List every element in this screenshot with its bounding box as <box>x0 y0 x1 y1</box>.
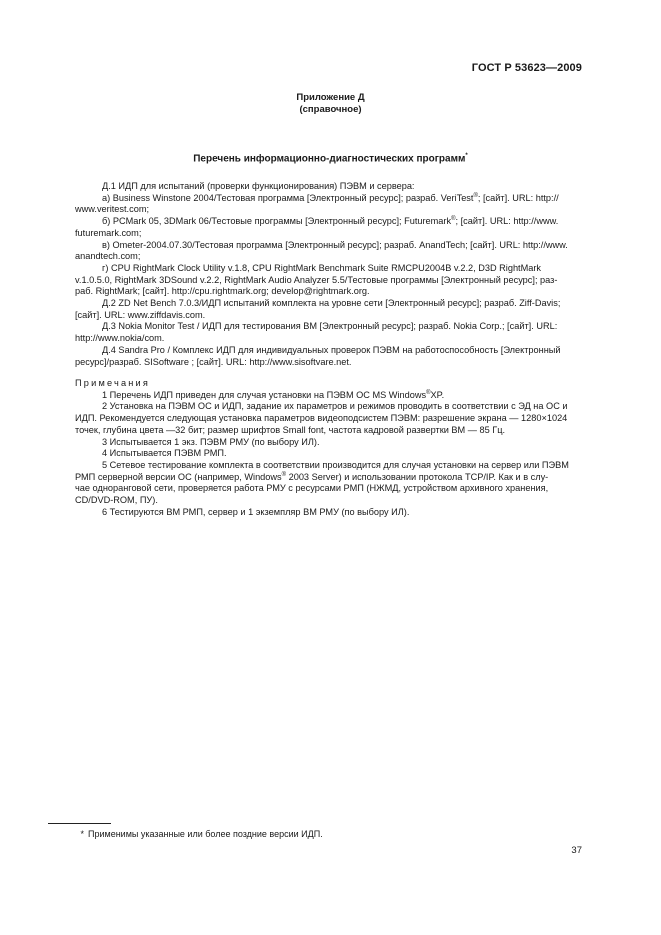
paragraph-continuation: http://www.nokia/com. <box>75 333 165 344</box>
registered-mark: ® <box>473 192 478 199</box>
paragraph-continuation: anandtech.com; <box>75 251 141 262</box>
note-item <box>75 390 584 402</box>
paragraph-continuation: www.veritest.com; <box>75 204 150 215</box>
body-text <box>75 181 584 368</box>
note-continuation-text: РМП серверной версии ОС (например, Windows <box>75 471 282 482</box>
footnote-divider <box>48 823 111 824</box>
paragraph <box>75 181 584 193</box>
paragraph <box>75 263 584 298</box>
paragraph-continuation: v.1.0.5.0, RightMark 3DSound v.2.2, RightMark Audio Analyzer 5.5/Тестовые программы [Электронный ресурс]; раз- <box>75 274 558 285</box>
note-continuation: ИДП. Рекомендуется следующая установка параметров видеоподсистем ПЭВМ: разрешение экрана — 1280×1024 <box>75 413 568 424</box>
footnote-text: Применимы указанные или более поздние версии ИДП. <box>88 829 323 839</box>
paragraph-line: г) CPU RightMark Clock Utility v.1.8, CPU RightMark Benchmark Suite RMCPU2004B v.2.2, D3D RightMark <box>102 262 542 273</box>
paragraph-continuation: ресурс]/разраб. SISoftware ; [сайт]. URL: http://www.sisoftvare.net. <box>75 356 352 367</box>
note-line: 5 Сетевое тестирование комплекта в соответствии производится для случая установки на сервер или ПЭВМ <box>102 459 569 470</box>
paragraph-line: а) Business Winstone 2004/Тестовая программа [Электронный ресурс]; разраб. VeriTest <box>102 192 474 203</box>
note-continuation: точек, глубина цвета —32 бит; размер шрифтов Small font, частота кадровой развертки ВМ — 85 Гц. <box>75 424 506 435</box>
paragraph-line: Д.3 Nokia Monitor Test / ИДП для тестирования ВМ [Электронный ресурс]; разраб. Nokia Corp.; [сайт]. URL: <box>102 321 558 332</box>
note-continuation: CD/DVD-ROM, ПУ). <box>75 495 158 506</box>
paragraph-line: Д.4 Sandra Pro / Комплекс ИДП для индивидуальных проверок ПЭВМ на работоспособность [Электронный <box>102 344 561 355</box>
standard-code: ГОСТ Р 53623—2009 <box>471 62 582 74</box>
appendix-type: (справочное) <box>299 104 362 115</box>
note-line: 4 Испытывается ПЭВМ РМП. <box>102 448 227 459</box>
section-title-text: Перечень информационно-диагностических программ <box>193 153 466 165</box>
title-footnote-mark: * <box>465 153 468 159</box>
paragraph-line: Д.1 ИДП для испытаний (проверки функционирования) ПЭВМ и сервера: <box>102 181 415 191</box>
paragraph-line: в) Ometer-2004.07.30/Тестовая программа [Электронный ресурс]; разраб. AnandTech; [сайт]. URL: http://www. <box>102 239 568 250</box>
paragraph <box>75 298 584 321</box>
paragraph-line-tail: ; [сайт]. URL: http:// <box>477 192 559 203</box>
paragraph-line-tail: ; [сайт]. URL: http://www. <box>455 216 559 227</box>
paragraph-line: б) PCMark 05, 3DMark 06/Тестовые программы [Электронный ресурс]; Futuremark <box>102 216 452 227</box>
note-item <box>75 437 584 449</box>
note-line-tail: XP. <box>430 389 445 400</box>
section-title <box>0 153 661 164</box>
paragraph-line: Д.2 ZD Net Bench 7.0.3/ИДП испытаний комплекта на уровне сети [Электронный ресурс]; разраб. Ziff-Davis; <box>102 298 561 309</box>
paragraph <box>75 240 584 263</box>
note-line: 2 Установка на ПЭВМ ОС и ИДП, задание их параметров и режимов проводить в соответствии с ЭД на ОС и <box>102 401 568 412</box>
note-item <box>75 460 584 507</box>
note-item <box>75 507 584 519</box>
note-line: 6 Тестируются ВМ РМП, сервер и 1 экземпляр ВМ РМУ (по выбору ИЛ). <box>102 506 410 517</box>
note-item <box>75 448 584 460</box>
note-item <box>75 401 584 436</box>
note-continuation: чае одноранговой сети, проверяется работа РМУ с ресурсами РМП (НЖМД, устройством архивного хранения, <box>75 483 549 494</box>
paragraph-continuation: futuremark.com; <box>75 227 142 238</box>
paragraph <box>75 193 584 216</box>
registered-mark: ® <box>451 216 456 223</box>
footnote-mark: * <box>80 829 84 839</box>
appendix-heading <box>0 92 661 116</box>
appendix-label: Приложение Д <box>296 92 365 103</box>
registered-mark: ® <box>281 471 287 478</box>
note-line: 1 Перечень ИДП приведен для случая установки на ПЭВМ ОС MS Windows <box>102 389 427 400</box>
notes-heading: Примечания <box>75 378 151 388</box>
note-continuation <box>75 472 584 484</box>
paragraph-continuation: раб. RightMark; [сайт]. http://cpu.rightmark.org; develop@rightmark.org. <box>75 286 370 297</box>
note-continuation-tail: 2003 Server) и использовании протокола TCP/IP. Как и в слу- <box>286 471 549 482</box>
page-number: 37 <box>571 845 582 856</box>
note-line: 3 Испытывается 1 экз. ПЭВМ РМУ (по выбору ИЛ). <box>102 436 320 447</box>
paragraph-continuation: [сайт]. URL: www.ziffdavis.com. <box>75 309 206 320</box>
paragraph <box>75 216 584 239</box>
footnote <box>48 829 323 839</box>
notes-section <box>75 378 584 518</box>
paragraph <box>75 321 584 344</box>
registered-mark: ® <box>426 389 431 396</box>
paragraph <box>75 345 584 368</box>
